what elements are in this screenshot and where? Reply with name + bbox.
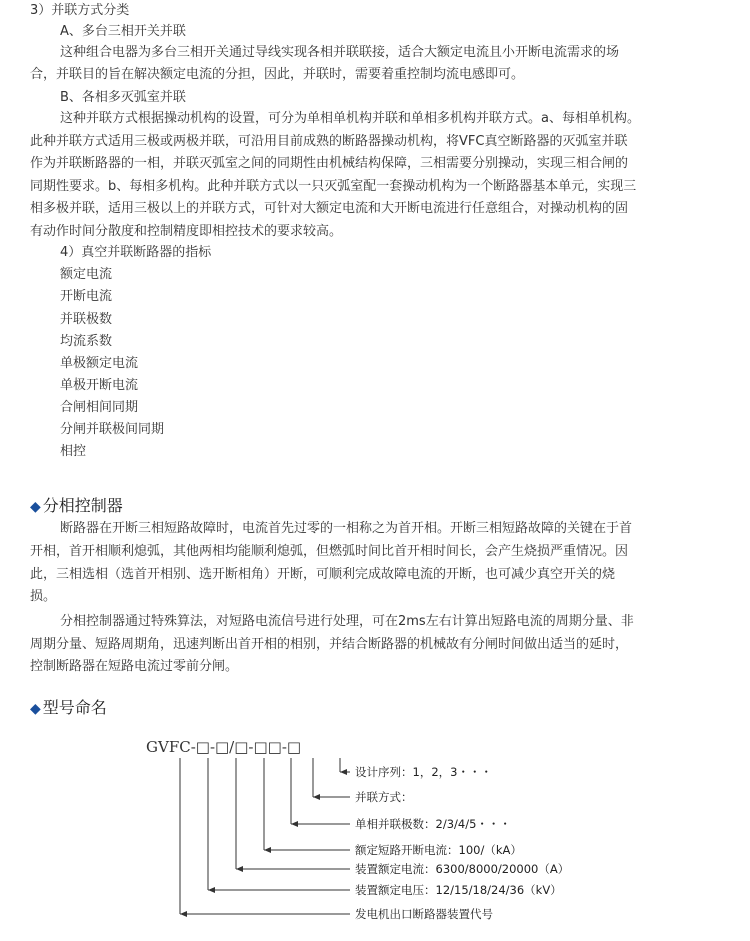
- indicator-item: 相控: [60, 444, 87, 459]
- paragraph-line: 这种并联方式根据操动机构的设置，可分为单相单机构并联和单相多机构并联方式。a、每相单机构。: [60, 111, 640, 126]
- heading-text: 分相控制器: [42, 496, 123, 515]
- model-label-poles: 单相并联极数：2/3/4/5・・・: [355, 817, 511, 831]
- paragraph-line: 作为并联断路器的一相，并联灭弧室之间的同期性由机械结构保障，三相需要分别操动，实现三相合闸的: [30, 156, 629, 171]
- indicator-item: 分闸并联极间同期: [60, 422, 165, 437]
- model-label-design-series: 设计序列：1，2，3・・・: [355, 765, 492, 779]
- paragraph-line: 周期分量、短路周期角，迅速判断出首开相的相别，并结合断路器的机械故有分闸时间做出适当的延时，: [30, 637, 629, 652]
- indicator-item: 并联极数: [60, 312, 113, 327]
- subsection-b-title: B、各相多灭弧室并联: [60, 90, 186, 105]
- paragraph-line: 有动作时间分散度和控制精度即相控技术的要求较高。: [30, 224, 343, 239]
- paragraph-line: 合，并联目的旨在解决额定电流的分担，因此，并联时，需要着重控制均流电感即可。: [30, 67, 525, 82]
- model-code: GVFC-□-□/□-□□-□: [146, 738, 302, 756]
- subsection-a-title: A、多台三相开关并联: [60, 24, 186, 39]
- connector-lines: [180, 758, 350, 914]
- indicator-item: 单极额定电流: [60, 356, 139, 371]
- paragraph-line: 开相，首开相顺利熄弧，其他两相均能顺利熄弧，但燃弧时间比首开相时间长，会产生烧损严重情况。因: [30, 544, 629, 559]
- diamond-bullet-icon: ◆: [30, 701, 41, 717]
- paragraph-line: 相多极并联，适用三极以上的并联方式，可针对大额定电流和大开断电流进行任意组合，对操动机构的固: [30, 201, 629, 216]
- indicator-item: 单极开断电流: [60, 378, 139, 393]
- indicator-item: 均流系数: [60, 334, 113, 349]
- indicator-item: 开断电流: [60, 289, 113, 304]
- paragraph-line: 这种组合电器为多台三相开关通过导线实现各相并联联接，适合大额定电流且小开断电流需求的场: [60, 45, 620, 60]
- diamond-bullet-icon: ◆: [30, 499, 41, 515]
- indicator-item: 合闸相间同期: [60, 400, 139, 415]
- model-label-parallel-mode: 并联方式：: [355, 790, 413, 804]
- paragraph-line: 此，三相选相（选首开相别、选开断相角）开断，可顺利完成故障电流的开断，也可减少真空开关的烧: [30, 567, 616, 582]
- paragraph-line: 此种并联方式适用三极或两极并联，可沿用目前成熟的断路器操动机构，将VFC真空断路器的灭弧室并联: [30, 134, 628, 149]
- model-label-rated-current: 装置额定电流：6300/8000/20000（A）: [355, 862, 570, 876]
- model-label-device-code: 发电机出口断路器装置代号: [355, 907, 493, 921]
- section-4-title: 4）真空并联断路器的指标: [60, 245, 212, 260]
- model-label-breaking-current: 额定短路开断电流：100/（kA）: [355, 843, 522, 857]
- paragraph-line: 断路器在开断三相短路故障时，电流首先过零的一相称之为首开相。开断三相短路故障的关键在于首: [60, 521, 633, 536]
- section-3-title: 3）并联方式分类: [30, 3, 130, 18]
- paragraph-line: 损。: [30, 589, 57, 604]
- heading-text: 型号命名: [42, 698, 107, 717]
- paragraph-line: 同期性要求。b、每相多机构。此种并联方式以一只灭弧室配一套操动机构为一个断路器基本单元，实现三: [30, 179, 637, 194]
- paragraph-line: 分相控制器通过特殊算法，对短路电流信号进行处理，可在2ms左右计算出短路电流的周期分量、非: [60, 614, 634, 629]
- paragraph-line: 控制断路器在短路电流过零前分闸。: [30, 659, 239, 674]
- model-label-rated-voltage: 装置额定电压：12/15/18/24/36（kV）: [355, 883, 562, 897]
- indicator-item: 额定电流: [60, 267, 113, 282]
